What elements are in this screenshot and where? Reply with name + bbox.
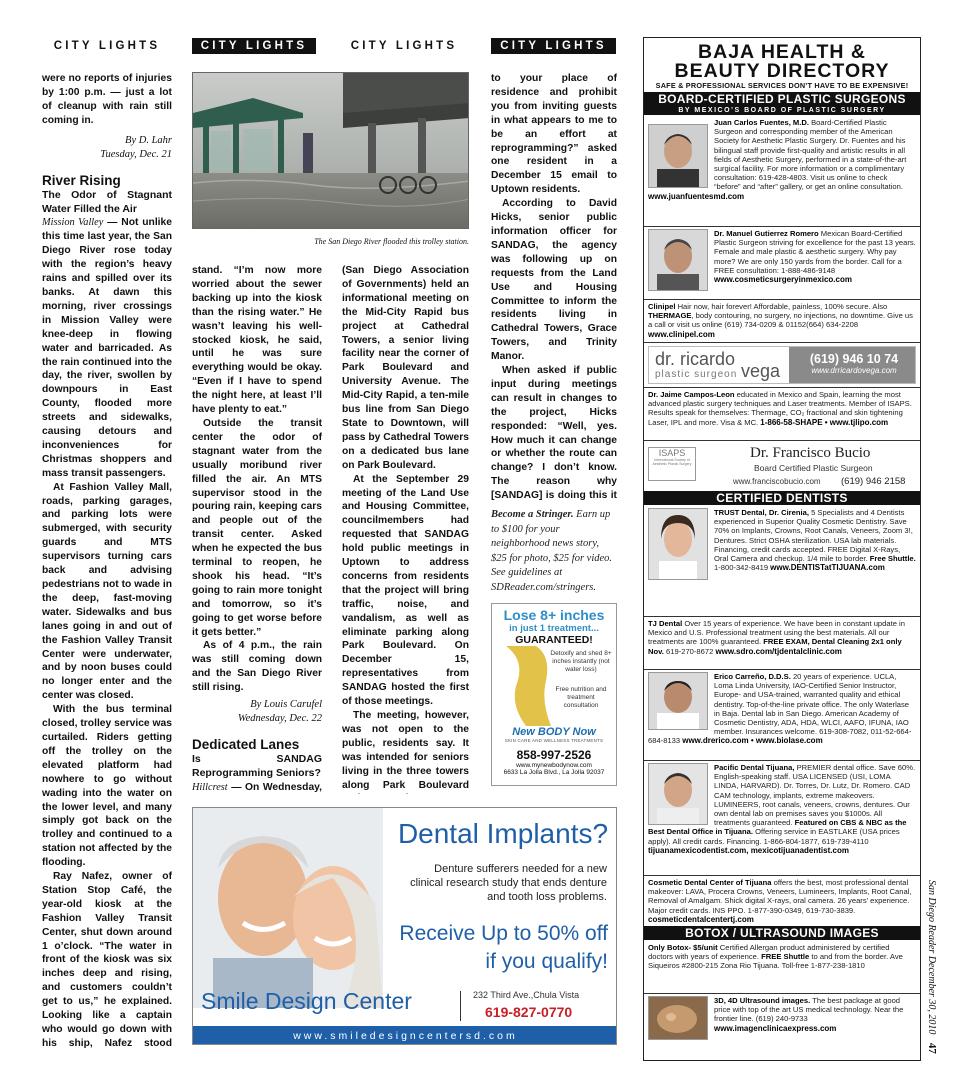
listing-url[interactable]: www.sdro.com/tjdentalclinic.com (715, 646, 842, 656)
listing-name: Pacific Dental Tijuana, (714, 763, 795, 772)
stringer-notice (491, 508, 617, 595)
flood-photo-image (193, 73, 469, 229)
listing-text-2: Offering service in EASTLAKE (USA prices apply). All credit cards. Financing. 1-866-804-1877, 619-739-4110 (648, 827, 900, 846)
banner-web: www.drricardovega.com (811, 366, 897, 375)
paragraph-text: — On Wednesday, (231, 781, 322, 793)
isaps-logo (648, 447, 696, 481)
doctor-photo (648, 229, 708, 291)
ad-point-1: Detoxify and shed 8+ inches instantly (not water loss) (550, 650, 612, 673)
listing-free-shuttle: Free Shuttle. (869, 554, 916, 564)
ad-phone: 619-827-0770 (485, 1004, 573, 1020)
article-column-4 (491, 72, 617, 502)
listing-text: Certified Allergan product administered by certified doctors with years of experience. (648, 943, 890, 962)
section-header-col3: CITY LIGHTS (350, 40, 458, 52)
stringer-text: Earn up to $100 for your neighborhood news story, $25 for photo, $25 for video. See guidelines at SDReader.com/stringers. (491, 509, 613, 593)
ad-headline: Dental Implants? (397, 818, 609, 849)
banner-name: dr. ricardo (655, 349, 736, 369)
dateline-place: Mission Valley (42, 217, 104, 229)
listing-text: Mexican Board-Certified Plastic Surgeon striving for excellence for the past 13 years. Female and male plastic & aesthetic surgery. Why pay more? We are only 150 yards from the border. Call for a FREE consultation: 1-888-486-9148 (714, 229, 916, 275)
listing-cosmetic-dental (644, 878, 920, 926)
stringer-lead: Become a Stringer. (491, 509, 574, 520)
ad-offer-line-1: Receive Up to 50% off (399, 922, 608, 945)
listing-name: Dr. Jaime Campos-Leon (648, 390, 735, 399)
article-paragraph: At the September 29 meeting of the Land Use and Housing Committee, councilmembers had requested that SANDAG hold public meetings in Uptown to address concerns from residents that the project will bring traffic, noise, and vandalism, as well as eliminate parking along Park Boulevard. On December 15, representatives from SANDAG hosted the first of those meetings. (342, 473, 469, 708)
ad-subtitle: in just 1 treatment... (509, 623, 599, 634)
listing-text-2: to and from the border. Ave Siqueiros #2800-215 Zona Rio Tijuana. Toll-free 1-877-238-1810 (648, 952, 903, 971)
ad-phone: 858-997-2526 (516, 748, 592, 762)
listing-campos-leon (644, 390, 920, 438)
ultrasound-photo (648, 996, 708, 1040)
listing-text: PREMIER dental office. Save 60%. English-speaking staff. USA LICENSED (USI, LOMA LINDA, HARVARD). Dr. Torres, Dr. Lutz, Dr. Romero. CAD CAM technology, implants, extreme makeovers. LUMINEERS, root canals, veneers, crowns, dentures. Our own dental lab on premises saves you $1000s. All treatments guaranteed. (714, 763, 916, 828)
banner-phone: (619) 946 2158 (841, 476, 906, 487)
article-paragraph: to your place of residence and prohibit you from inviting guests in what appears to me to be an effort at reprogramming?” asked one resident in a December 15 email to Uptown residents. (491, 73, 617, 196)
listing-highlight: FREE EXAM, Dental Cleaning 2x1 only Nov. (648, 637, 902, 656)
article-paragraph (42, 216, 172, 480)
byline: By Louis Carufel (250, 699, 322, 711)
ad-description: Denture sufferers needed for a new clinical research study that ends denture and tooth loss problems. (410, 863, 607, 903)
listing-name: TRUST Dental, Dr. Cirenia, (714, 508, 809, 517)
listing-url[interactable]: www.drerico.com • www.biolase.com (682, 736, 823, 746)
paragraph-text: — Not unlike this time last year, the San Diego River rose today with the region’s heavy rains and spilled over its banks. At dawn this morning, river crossings in Mission Valley were knee-deep in flowing water and barricaded. As the rain continued into the day, the river, swollen by downpours in East County, flooded more streets and sidewalks, causing detours and inconveniences for Christmas shoppers and mass transit passengers. (42, 217, 172, 479)
smiling-couple-photo (193, 808, 383, 1008)
ad-brand: Smile Design Center (201, 988, 412, 1014)
ad-point-2: Free nutrition and treatment consultation (555, 686, 607, 709)
folio-text: San Diego Reader December 30, 2010 (926, 880, 937, 1035)
river-article-lead: were no reports of injuries by 1:00 p.m. — just a lot of cleanup with rain still coming in. (42, 73, 172, 126)
bucio-banner[interactable] (648, 443, 916, 489)
listing-pacific-dental (644, 763, 920, 873)
flood-photo (192, 72, 469, 229)
banner-contact (789, 347, 916, 384)
section-plastic-surgeons: BOARD-CERTIFIED PLASTIC SURGEONS (644, 92, 920, 106)
listing-clinipel (644, 302, 920, 340)
listing-erico-carreno (644, 672, 920, 758)
listing-phone: 619-270-8672 (666, 646, 714, 656)
section-botox-ultrasound: BOTOX / ULTRASOUND IMAGES (644, 926, 920, 940)
banner-name: Dr. Francisco Bucio (750, 445, 871, 461)
listing-name: 3D, 4D Ultrasound images. (714, 996, 811, 1005)
doctor-photo (648, 508, 708, 580)
listing-url[interactable]: www.cosmeticsurgeryinmexico.com (714, 275, 852, 285)
listing-text: Over 15 years of experience. We have been in constant update in Mexico and U.S. Professional treatment using the best materials. All our treatments are 100% guaranteed. (648, 619, 905, 647)
banner-web: www.franciscobucio.com (733, 477, 821, 486)
article-paragraph (192, 781, 322, 794)
listing-highlight: FREE Shuttle (761, 952, 810, 962)
article-title: Dedicated Lanes (192, 737, 300, 753)
listing-text: 20 years of experience. UCLA, Loma Linda University, IAO-Certified Senior Instructor, Europe- and USA-trained, warranted quality and ethical dentistry. Top-of-the-line private office. The only Waterlase in Baja. Dental lab in San Diego. American Academy of Cosmetic Dentistry, ADA, HDA, WLCI, AAFO, IFUNA, IAO member. Insurances welcome. 619-308-7082, 011-52-664-684-8133 (648, 672, 912, 746)
listing-gutierrez (644, 229, 920, 297)
listing-name: Erico Carreño, D.D.S. (714, 672, 791, 681)
ad-address: 6633 La Jolla Blvd., La Jolla 92037 (503, 769, 605, 776)
ad-website: www.mynewbodynow.com (516, 762, 592, 769)
section-header-col2: CITY LIGHTS (192, 38, 316, 54)
body-silhouette-icon (496, 646, 556, 726)
article-title: River Rising (42, 172, 121, 188)
ad-offer-line-2: if you qualify! (485, 950, 608, 973)
article-paragraph: At Fashion Valley Mall, roads, parking garages, and parking lots were submerged, with security guards and MTS supervisors turning cars back and advising pedestrians not to wade in the deep, fast-moving water. Sidewalks and bus lanes going in and out of the Fashion Valley Transit Center were underwater, and by noon buses could no longer enter and the center was closed. (42, 481, 172, 702)
doctor-photo (648, 763, 708, 825)
banner-phone: (619) 946 10 74 (809, 352, 899, 366)
dateline-date: Wednesday, Dec. 22 (237, 713, 322, 725)
listing-url[interactable]: cosmeticdentalcentertj.com (648, 914, 754, 924)
section-plastic-surgeons-sub: BY MEXICO’S BOARD OF PLASTIC SURGERY (644, 106, 920, 115)
section-header-col1: CITY LIGHTS (53, 40, 161, 52)
listing-text: The best package at good price with top of the art US medical technology. Near the frontier line. (619) 240-9733 (714, 996, 904, 1024)
article-paragraph: When asked if public input during meetings can result in changes to the project, Hicks responded: “Well, yes. How much it can change or whether the route can change? I don’t know. The reason why [SANDAG] is doing this it (491, 365, 617, 502)
article-column-1 (42, 72, 172, 1052)
listing-url[interactable]: www.clinipel.com (648, 329, 715, 339)
article-column-3 (342, 264, 469, 794)
listing-name: Clinipel (648, 302, 676, 311)
listing-name: TJ Dental (648, 619, 683, 628)
article-paragraph: As of 4 p.m., the rain was still coming down and the San Diego River still rising. (192, 640, 322, 694)
listing-text: Hair now, hair forever! Affordable, painless, 100% secure. Also (677, 302, 888, 311)
article-paragraph: The meeting, however, was not open to the public, residents say. It was intended for seniors living in the three towers along Park Boulevard (342, 710, 469, 791)
page-folio (924, 880, 940, 1052)
listing-text: educated in Mexico and Spain, learning the most advanced plastic surgery techniques and Laser treatments. Member of ISAPS. Results speak for themselves: Thermage, CO₂ fractional and skin tightening Laser, IPL and more. Visa & MC. (648, 390, 912, 427)
section-certified-dentists: CERTIFIED DENTISTS (644, 491, 920, 505)
directory-tagline: SAFE & PROFESSIONAL SERVICES DON’T HAVE TO BE EXPENSIVE! (655, 81, 909, 90)
listing-url[interactable]: www.imagenclinicaexpress.com (714, 1023, 837, 1033)
ricardo-vega-banner[interactable] (648, 346, 916, 384)
listing-text: Board-Certified Plastic Surgeon and corresponding member of the American Society for Aesthetic Plastic Surgery. Dr. Fuentes and his bilingual staff provide first-quality and artistic results in all fields of Aesthetic Surgery, performed in a state-of-the-art surgical facility. For more information or a complimentary consultation: 619-428-4803. Visit us online to check “before” and “after” gallery, or get an online consultation. (714, 118, 907, 192)
banner-subtitle: plastic surgeon (655, 369, 738, 380)
article-column-2 (192, 264, 322, 794)
doctor-photo (648, 672, 708, 730)
ad-brand: New BODY Now (512, 726, 596, 738)
ad-guarantee: GUARANTEED! (515, 634, 593, 646)
listing-text: 5 Specialists and 4 Dentists experienced in Superior Quality Cosmetic Dentistry. Save 70% on Implants, Crowns, Root Canals, Veneers, Zoom 3!, Dentures. Strict OSHA sterilization. USA lab materials. Financing, credit cards accepted. FREE Digital X-Rays, Oral Camera and checkup. 1/4 mile to border. (714, 508, 913, 564)
photo-caption: The San Diego River flooded this trolley station. (314, 237, 469, 246)
directory-title-line-2: BEAUTY DIRECTORY (674, 60, 890, 82)
page-number: 47 (926, 1042, 938, 1054)
isaps-logo-text: ISAPS (658, 448, 686, 458)
listing-url[interactable]: www.DENTISTatTIJUANA.com (770, 563, 885, 573)
dateline-place: Hillcrest (192, 781, 228, 793)
article-paragraph: According to David Hicks, senior public information officer for SANDAG, the agency was following up on requests from the Land Use and Housing Committee to inform the residents living in Cathedral Towers, Grace Towers, and Trinity Manor. (491, 198, 617, 363)
banner-subtitle: Board Certified Plastic Surgeon (754, 463, 873, 473)
banner-name-2: vega (741, 361, 781, 381)
ad-website-bar: www.smiledesigncentersd.com (193, 1026, 617, 1045)
ad-divider (460, 991, 461, 1021)
listing-url[interactable]: www.juanfuentesmd.com (648, 191, 745, 201)
listing-text: offers the best, most professional dental makeover: LAVA, Procera Crowns, Veneers, Lumineers, Implants, Root Canal, Removal of Amalgam. Shick digital X-rays, oral camera. 26 years’ experience. Major credit cards. INS PPO. 1-877-390-0349, 619-730-3839. (648, 878, 912, 915)
new-body-now-ad[interactable] (491, 603, 617, 786)
ad-address: 232 Third Ave.,Chula Vista (473, 990, 580, 1000)
article-paragraph: (San Diego Association of Governments) held an informational meeting on the Mid-City Rapid bus project at Cathedral Towers, a senior living facility near the corner of Park Boulevard and University Avenue. The Mid-City Rapid, a ten-mile bus line from San Diego State to Downtown, will pass by Cathedral Towers on a dedicated bus lane on Park Boulevard. (342, 265, 469, 471)
ad-tagline: SKIN CARE AND WELLNESS TREATMENTS (504, 738, 604, 743)
section-header-col4: CITY LIGHTS (491, 38, 616, 54)
baja-health-directory (643, 37, 921, 1061)
listing-url[interactable]: 1-866-58-SHAPE • www.tjlipo.com (760, 417, 889, 427)
dental-implants-ad[interactable] (192, 807, 617, 1045)
listing-highlight: Featured on CBS & NBC as the Best Dental Office in Tijuana. (648, 818, 907, 837)
dateline-date: Tuesday, Dec. 21 (100, 148, 172, 160)
listing-highlight: THERMAGE (648, 311, 692, 321)
directory-title-line-1: BAJA HEALTH & (698, 41, 866, 63)
listing-trust-dental (644, 508, 920, 614)
article-paragraph: With the bus terminal closed, trolley service was curtailed. Riders getting off the trolley on the elevated platform had nowhere to go without wading into the water on the lower level, and many simply got back on the trolley and continued to a station not affected by the flooding. (42, 704, 172, 869)
listing-name: Cosmetic Dental Center of Tijuana (648, 878, 772, 887)
byline: By D. Lahr (125, 134, 172, 146)
listing-phone: 1-800-342-8419 (714, 563, 769, 573)
ad-visual (492, 646, 616, 726)
article-subtitle: Is SANDAG Reprogramming Seniors? (192, 753, 322, 779)
listing-name: Only Botox- $5/unit (648, 943, 718, 952)
isaps-logo-subtext: International Society of Aesthetic Plastic Surgery (652, 458, 692, 466)
listing-name: Dr. Manuel Gutierrez Romero (714, 229, 819, 238)
listing-name: Juan Carlos Fuentes, M.D. (714, 118, 809, 127)
article-subtitle: The Odor of Stagnant Water Filled the Air (42, 188, 172, 215)
article-paragraph: Ray Nafez, owner of Station Stop Café, the year-old kiosk at the Fashion Valley Transit Center, shut down around 1 o’clock. “The water in front of the kiosk was six inches deep and rising, and customers couldn’t get to us,” he explained. Looking like a captain who would go down with his ship, Nafez stood (42, 871, 172, 1049)
article-paragraph: stand. “I’m now more worried about the sewer backing up into the kiosk than the rising water.” He wasn’t leaving his well-stocked kiosk, he said, until he was sure everything would be okay. “Even if I have to spend the night here, at least I’ll have plenty to eat.” (192, 265, 322, 416)
listing-tj-dental (644, 619, 920, 667)
listing-botox (644, 943, 920, 991)
listing-url[interactable]: tijuanamexicodentist.com, mexicotijuanadentist.com (648, 845, 849, 855)
doctor-photo (648, 124, 708, 188)
listing-fuentes (644, 118, 920, 224)
listing-ultrasound (644, 996, 920, 1046)
article-paragraph: Outside the transit center the odor of stagnant water from the usually moribund river filled the air. An MTS supervisor stood in the pouring rain, keeping cars and people out of the transit center. Asked when he expected the bus terminal to reopen, he shook his head. “It’s going to rain more tonight and tomorrow, so it’s going to get worse before it gets better.” (192, 417, 322, 638)
ad-title: Lose 8+ inches (503, 607, 605, 623)
listing-text-2: , body contouring, no surgery, no injections, no downtime. Give us a call or visit us online (619) 734-0209 & 01152(664) 634-2208 (648, 311, 913, 330)
